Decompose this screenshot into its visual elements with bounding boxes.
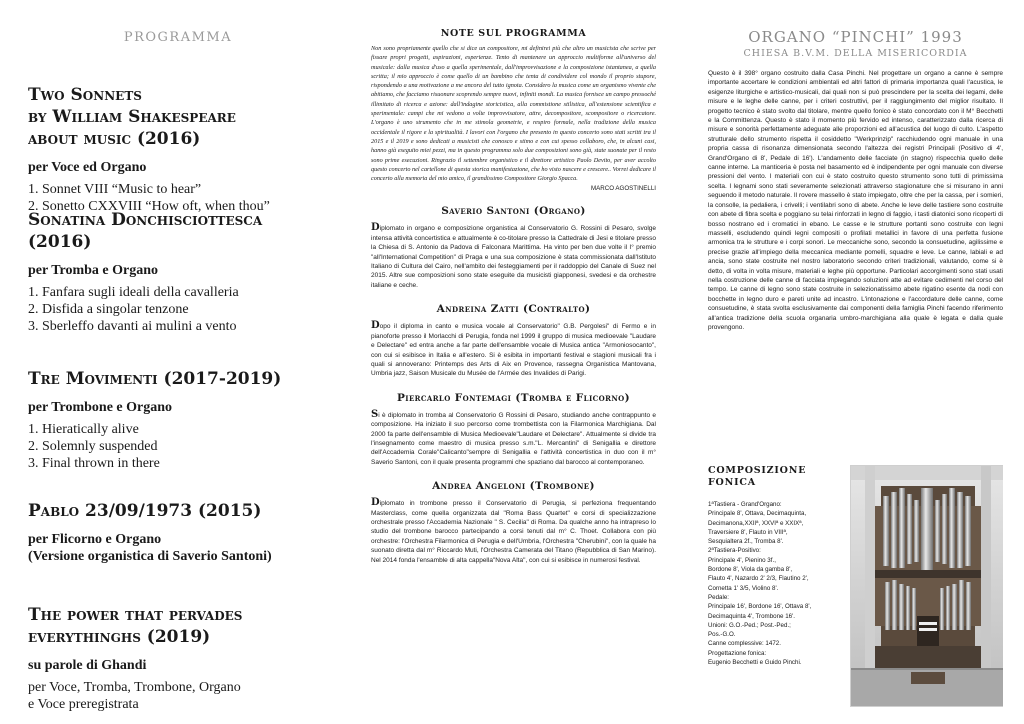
drop-cap: D xyxy=(371,497,380,509)
movement-item: 3. Sberleffo davanti ai mulini a vento xyxy=(28,319,237,334)
piece-title-line: Pablo 23/09/1973 (2015) xyxy=(28,501,262,521)
composition-line: Unioni: G.O.-Ped.; Post.-Ped.; xyxy=(708,621,791,629)
bio-text xyxy=(371,321,656,378)
bio-heading: Andrea Angeloni (Trombone) xyxy=(432,480,595,493)
notes-signature: MARCO AGOSTINELLI xyxy=(591,185,656,193)
bio-heading: Andreina Zatti (Contralto) xyxy=(436,303,591,316)
bio-andreina-zatti xyxy=(371,303,656,378)
programma-column xyxy=(28,0,328,724)
piece-title-line: everythinghs (2019) xyxy=(28,627,211,647)
composition-line: Decimanona,XXIIª, XXVIª e XXIXª, xyxy=(708,519,804,527)
bio-andrea-angeloni xyxy=(371,480,656,565)
notes-column xyxy=(371,0,656,724)
composition-line: Principale 8', Ottava, Decimaquinta, xyxy=(708,510,807,518)
movement-item: 1. Sonnet VIII “Music to hear” xyxy=(28,182,202,197)
piece-title xyxy=(28,84,328,150)
piece-subtitle: per Tromba e Organo xyxy=(28,263,159,278)
bio-heading: Saverio Santoni (Organo) xyxy=(441,205,586,218)
composition-line: Pedale: xyxy=(708,593,729,601)
piece-title xyxy=(28,500,328,522)
organ-column xyxy=(708,0,1003,724)
programma-heading: PROGRAMMA xyxy=(123,30,233,45)
composition-line: Decimaquinta 4', Trombone 16'. xyxy=(708,612,795,620)
composition-line: Eugenio Becchetti e Guido Pinchi. xyxy=(708,659,802,667)
bio-saverio-santoni xyxy=(371,205,656,290)
piece-title-line: Tre Movimenti (2017-2019) xyxy=(28,369,282,389)
composition-line: 1ªTastiera - Grand'Organo: xyxy=(708,501,782,508)
bio-text xyxy=(371,498,656,565)
piece-subtitle: per Voce ed Organo xyxy=(28,160,147,175)
composition-line: Progettazione fonica: xyxy=(708,649,767,657)
bio-text xyxy=(371,410,656,467)
composition-heading-line: COMPOSIZIONE xyxy=(708,465,807,476)
piece-subtitle-line: (Versione organistica di Saverio Santoni) xyxy=(28,549,272,564)
instrumentation-text xyxy=(28,679,328,713)
piece-subtitle xyxy=(28,531,328,565)
composition-line: Flauto 4', Nazardo 2' 2/3, Flautino 2', xyxy=(708,575,809,583)
composition-line: 2ªTastiera-Positivo: xyxy=(708,547,761,555)
composition-line: Sesquialtera 2f., Tromba 8'. xyxy=(708,538,784,546)
piece-sonatina xyxy=(28,209,328,335)
bio-heading: Piercarlo Fontemagi (Tromba e Flicorno) xyxy=(396,391,631,404)
movement-list xyxy=(28,284,328,335)
composition-line: Pos.-G.O. xyxy=(708,631,736,639)
bio-body: iplomato in trombone presso il Conservatorio di Perugia, si perfeziona frequentando Masterclass, come quella organizzata dal "Roma Bass Quartet" e corsi di specializzazione orchestrale presso l'Accademia Nazionale " S. Cecilia" di Roma. Da qualche anno ha intrapreso lo studio del trombone barocco partecipando a corsi tenuti dal m° C. Thoet. Collabora con più orchestre: l'Orchestra Filarmonica di Perugia e dell'Umbria, l'Orchestra "Cherubini", con la quale ha suonato diretta dal m° Riccardo Muti, l'Orchestra Camerata del Titano (Repubblica di San Marino). Nel 2014 fonda l'ensamble di alta cappella"Nova Alta", con cui si esibisce in numerosi festival. xyxy=(371,500,656,564)
bio-body: opo il diploma in canto e musica vocale al Conservatorio" G.B. Pergolesi" di Fermo e in pianoforte presso il Morlacchi di Perugia, fonda nel 1999 il gruppo di musica medioevale "Laudare e Delectare" ed entra anche a far parte dell'ensamble vocale di Musica antica "Armoniosocanto", con cui si esibisce in Italia e all'estero. Si è esibita in importanti festival e stagioni musicali fra i quali si annoverano: Printemps des Arts di Aix en Provence, rassegna Organistica Mantovana, Umbria jazz, Saison Musicale du Musée de l'Armée des Invalides di Parigi. xyxy=(371,323,656,378)
movement-item: 1. Hieratically alive xyxy=(28,422,139,437)
composition-line: Bordone 8', Viola da gamba 8', xyxy=(708,566,793,574)
drop-cap: D xyxy=(371,320,380,332)
composition-list xyxy=(708,500,848,667)
piece-subtitle: per Trombone e Organo xyxy=(28,400,173,415)
movement-item: 2. Disfida a singolar tenzone xyxy=(28,302,189,317)
composition-line: Cornetta 1' 3/5, Violino 8'. xyxy=(708,584,779,592)
organ-subheading: CHIESA B.V.M. DELLA MISERICORDIA xyxy=(743,48,968,59)
drop-cap: D xyxy=(371,222,380,234)
organ-description: Questo è il 398° organo costruito dalla Casa Pinchi. Nel progettare un organo a canne è sempre importante accertare le condizioni ambientali ed altri fattori di primaria importanza quali l'acustica, le esigenze liturgiche e artistico-musicali, dai quali non si può prescindere per la scelta dei legami, delle misure e le leghe delle canne, per i criteri costruttivi, per il raggiungimento del miglior risultato. Il progetto tecnico è stato svolto dal titolare, mentre quello fonico è stato concordato con il M° Becchetti e la Committenza. Questo è stato il momento più fervido ed intenso, caratterizzato dalla ricerca di misure e sonorità perfettamente adeguate alle proporzioni ed all'acustica del luogo di culto. L'aspetto strutturale dello strumento rispetta il cosiddetto "Werkprinzip" racchiudendo ogni manuale in una propria cassa di risonanza dimensionata secondo l'altezza dei registri Principali (Positivo di 4', Grand'Organo di 8', Pedale di 16'). L'andamento delle facciate (in stagno) rispecchia quello delle canne interne. La manticeria è posta nel basamento ed è indipendente per ogni manuale con diverse pressioni del vento. I materiali con cui è stato costruito questo strumento sono tutti di primissima scelta. I legnami sono stati severamente selezionati attraverso stagionature che si misurano in anni seguendo il metodo naturale. Il rovere massello è stato impiegato, oltre che per la cassa, per i somieri, la consolle, la pedaliera, i crivelli; i ventilabri sono di abete. Anche le leve delle tastiere sono costruite con abete di fibra scelta e poggiano su telai rinforzati in legno di faggio, i tasti diatonici sono ricoperti di bosso nostrano ed i cromatici in ebano. Le casse e le strutture portanti sono costruite con legni masselli, escludendo quindi legni compositi o profilati metallici in favore di una perfetta fusione armonica tra le strutture e i corpi sonori. Le meccaniche sono, secondo la consuetudine, agilissime e precise grazie all'impiego della meccanica mediante pomelli, squadre e leve. Le canne, labiali e ad ancia, sono state costruite nel nostro laboratorio secondo criteri tradizionali, valutando, come si è detto, di volta in volta misure, materiali e leghe più opportune. Particolari accorgimenti sono stati usati nella costruzione delle canne di facciata impiegando soluzioni atte ad evitare cedimenti nel corso del tempo. Le canne di legno sono state costruite in selezionatissimo abete rigatino esente da nodi con bocchette in legno duro e pareti unite ad incastro. L'intonazione e l'accordature delle canne, come consuetudine, è stata svolta esclusivamente dai componenti della famiglia Pinchi facendo riferimento all'antica tradizione della scuola organaria umbro-marchigiana alla quale è legata e dalla quale provengono. xyxy=(708,70,1003,331)
piece-pablo xyxy=(28,500,328,570)
piece-title xyxy=(28,209,328,253)
notes-heading: NOTE SUL PROGRAMMA xyxy=(440,28,587,39)
movement-item: 2. Solemnly suspended xyxy=(28,439,158,454)
movement-item: 3. Final thrown in there xyxy=(28,456,160,471)
composition-heading-line: FONICA xyxy=(708,477,756,488)
organ-heading: ORGANO “PINCHI” 1993 xyxy=(748,28,963,46)
composition-line: Traversiere 8', Flauto in VIIIª, xyxy=(708,528,788,536)
composition-heading xyxy=(708,465,838,489)
piece-title-line: (2016) xyxy=(28,232,92,252)
drop-cap: S xyxy=(371,408,379,420)
piece-title-line: Two Sonnets xyxy=(28,85,142,105)
piece-title-line: about music (2016) xyxy=(28,129,201,149)
piece-tre-movimenti xyxy=(28,368,328,472)
piece-two-sonnets xyxy=(28,84,328,215)
movement-item: 1. Fanfara sugli ideali della cavalleria xyxy=(28,285,239,300)
composition-line: Principale 16', Bordone 16', Ottava 8', xyxy=(708,603,812,611)
piece-title xyxy=(28,368,328,390)
piece-title-line: by William Shakespeare xyxy=(28,107,236,127)
movement-list xyxy=(28,421,328,472)
organ-photo xyxy=(850,465,1003,707)
program-notes-text: Non sono propriamente quello che si dice un compositore, mi definirei più che altro un musicista che scrive per fissare propri progetti, aspirazioni, esperienze. Tento di mantenere un approccio multiforme all'universo del musicale: dalla musica d'uso a quella sperimentale, dall'improvvisazione e la composizione istantanea, a quella scritta; il mio approccio è come quello di un bambino che tenta di condividere col mondo il proprio stupore, rispondendo a una motivazione a me ancora del tutto ignota. Considero la musica come un organismo vivente che abitiamo, che facciamo risuonare scoprendo sempre nuovi, infiniti mondi. La musica fornisce un campo pressoché illimitato di ricerca e azione: dall'indagine storicistica, alla commistione stilistica, all'estensione scientifica e sperimentale: campi che mi vedono a volte improvvisatore, attre, decompositore, scompositore o ricercatore. L'organo è uno strumento che in me stimola geometrie, e respiro formale, nella tradizione della musica occidentale il rigore e la spiritualità. I lavori con l'organo che presento in questo concerto sono stati scritti tra il 2015 e il 2019 e sono dedicati a musicisti che conosco e stimo e con cui spesso collaboro, che, in alcuni casi, hanno già eseguito miei pezzi, ma in questo programma solo due composizioni sono già, state suonate per il resto sono prime esecuzioni. Ringrazio il settembre organistico e il direttore artistico Paolo Devito, per aver accolto questo concerto nel cartellone di questa storica manifestazione, che ho visto nascere e crescere.. Vorrei dedicare il concerto alla memoria del mio amico, il grandissimo Compositore Giorgio Spacca. xyxy=(371,45,656,183)
bio-piercarlo-fontemagi xyxy=(371,392,656,467)
composition-line: Canne complessive: 1472. xyxy=(708,640,781,648)
movement-item: 2. Sonetto CXXVIII “How oft, when thou” xyxy=(28,199,270,214)
organ-illustration xyxy=(851,466,1003,706)
piece-power-that-pervades xyxy=(28,604,328,713)
instrumentation-line: e Voce preregistrata xyxy=(28,697,139,712)
piece-subtitle-line: per Flicorno e Organo xyxy=(28,532,162,547)
composition-line: Principale 4', Pienino 3f., xyxy=(708,556,776,564)
piece-title-line: The power that pervades xyxy=(28,605,243,625)
piece-subtitle: su parole di Ghandi xyxy=(28,658,147,673)
bio-text xyxy=(371,223,656,290)
bio-body: iplomato in organo e composizione organistica al Conservatorio G. Rossini di Pesaro, svolge intensa attività concertistica e attualmente è co-titolare presso la Cattedrale di Jesi e titolare presso la Chiesa di S. Antonio da Padova di Falconara Marittima. Ha vinto per ben due volte il I° premio "all'International Competition" di Praga e una sua composizione è stata commissionata dall'Istituto Italiano di Cultura del Cairo, nell'ambito dei festeggiamenti per il raddoppio del Canale di Suez nel 2015. Altre sue composizioni sono state eseguite da musicisti giapponesi, svedesi e da orchestre italiane e ceche. xyxy=(371,225,656,289)
instrumentation-line: per Voce, Tromba, Trombone, Organo xyxy=(28,680,241,695)
piece-title-line: Sonatina Donchisciottesca xyxy=(28,210,263,230)
bio-body: i è diplomato in tromba al Conservatorio G Rossini di Pesaro, studiando anche contrappunto e composizione. Ha iniziato il suo percorso come trombettista con la Filarmonica Marchigiana. Dal 2000 fa parte dell'ensamble di Musica Medioevale"Laudare et Delectare". Attualmente si divide tra l'insegnamento come maestro di musica presso s.m."L. Mercantini" di Senigallia e direttore dell'Accademia Corale"Calicanto"sempre di Senigallia e l'attività concertistica in duo con il m° Saverio Santoni, con il quale presenta programmi che spaziano dal barocco al contemporaneo. xyxy=(371,411,656,466)
piece-title xyxy=(28,604,328,648)
